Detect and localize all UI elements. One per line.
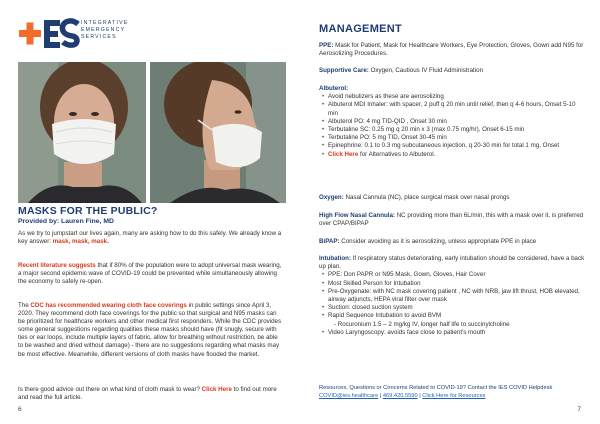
list-item: • Most Skilled Person for Intubation [319, 280, 585, 288]
section-text: Mask for Patient, Mask for Healthcare Workers, Eye Protection, Gloves, Gown add N95 for Aerosolizing Procedures. [319, 42, 584, 58]
literature-paragraph [18, 262, 283, 286]
list-item: • Pre-Oxygenate: with NC mask covering patient , NC with NRB, jaw lift thrust, HOB elevated, airway adjuncts, HEPA viral filter over mask [319, 288, 585, 304]
list-item: • Terbutaline SC: 0.25 mg q 20 min x 3 (max 0.75 mg/hr), Onset 6-15 min [319, 126, 585, 134]
section-label: Albuterol: [319, 85, 349, 92]
section-text: Oxygen, Cautious IV Fluid Administration [368, 67, 484, 74]
mask-photo-side-image [150, 62, 286, 203]
resources-link[interactable]: Click Here for Resources [422, 392, 486, 399]
footer-separator: | [378, 392, 383, 399]
hfnc-section [319, 212, 585, 228]
section-label: Intubation: [319, 255, 351, 262]
footer-contacts [319, 393, 589, 401]
footer-text: Resources, Questions or Concerns Related to COVID-19? Contact the IES COVID Helpdesk [319, 385, 553, 391]
list-item: • Terbutaline PO: 5 mg TID, Onset 30-45 min [319, 134, 585, 142]
footer-separator: | [417, 392, 423, 399]
section-label: Oxygen: [319, 194, 344, 201]
albuterol-alternatives-link[interactable]: Click Here [328, 150, 359, 158]
section-text: Consider avoiding as it is aerosolizing, unless appropriate PPE in place [339, 238, 537, 245]
ppe-section [319, 42, 585, 58]
logo-text-line: INTEGRATIVE [81, 20, 129, 26]
list-item: • Rapid Sequence Intubation to avoid BVM [319, 312, 585, 320]
helpdesk-phone-link[interactable]: 469.420.5590 [382, 392, 418, 399]
section-text: If respiratory status deteriorating, early intubation should be considered, have a back up plan. [319, 255, 585, 271]
mask-photo-side [150, 62, 286, 203]
section-text: NC providing more than 6L/min, this with a mask over it, is preferred over CPAP/BIPAP [319, 212, 584, 228]
paragraph-text: As we try to jumpstart our lives again, many are asking how to do this safely. We already know a key answer: [18, 230, 282, 246]
list-item: • Avoid nebulizers as these are aerosolizing [319, 93, 585, 101]
section-label: High Flow Nasal Cannula: [319, 212, 395, 219]
paragraph-text: The [18, 302, 31, 309]
logo-text-line: SERVICES [81, 34, 117, 40]
literature-link[interactable]: Recent literature suggests [18, 262, 96, 269]
intro-paragraph [18, 230, 283, 246]
paragraph-text: to find out more and read the full article. [18, 386, 277, 402]
management-title: MANAGEMENT [319, 23, 403, 35]
cdc-paragraph [18, 302, 283, 359]
click-here-link[interactable]: Click Here [201, 386, 232, 393]
list-item: • Suction: closed suction system [319, 304, 585, 312]
paragraph-text: that if 80% of the population were to adopt universal mask wearing, a major second epidemic wave of COVID-19 could be prevented while simultaneously allowing the economy to safely re-open. [18, 262, 282, 286]
mask-photo-front [18, 62, 146, 203]
supportive-care-section [319, 67, 585, 75]
list-item-text: for Alternatives to Albuterol. [358, 150, 436, 158]
helpdesk-email-link[interactable]: COVID@ies.healthcare [319, 392, 379, 399]
logo-text-line: EMERGENCY [81, 27, 126, 33]
section-label: Supportive Care: [319, 67, 369, 74]
closing-paragraph [18, 386, 283, 402]
list-item: • Albuterol MDI Inhaler: with spacer, 2 puff q 20 min until relief, then q 4-6 hours, Onset 5-10 min [319, 101, 585, 117]
mask-photo-front-image [18, 62, 146, 203]
highlight-text: mask, mask, mask. [52, 238, 109, 246]
cdc-link[interactable]: CDC has recommended wearing cloth face coverings [30, 302, 187, 309]
oxygen-section [319, 194, 585, 202]
list-subitem: - Rocuronium 1.5 – 2 mg/kg IV, longer half life to succinylcholine [334, 320, 510, 328]
section-text: Nasal Cannula (NC), place surgical mask over nasal prongs [343, 194, 510, 201]
section-label: BiPAP: [319, 238, 340, 245]
list-item: • PPE: Don PAPR or N95 Mask, Gown, Gloves, Hair Cover [319, 271, 585, 279]
byline: Provided by: Lauren Fine, MD [18, 218, 114, 225]
logo-wordmark [81, 20, 128, 41]
list-item: • Epinephrine: 0.1 to 0.3 mg subcutaneous injection, q 20-30 min for total 1 mg, Onset [319, 142, 585, 150]
albuterol-section [319, 85, 585, 159]
albuterol-list [319, 93, 585, 159]
intubation-section [319, 255, 585, 337]
bipap-section [319, 238, 585, 246]
section-label: PPE: [319, 42, 334, 49]
list-item [319, 151, 585, 159]
paragraph-text: in public settings since April 3, 2020. They recommend cloth face coverings for the public so that surgical and N95 masks can be prioritized for healthcare workers and other medical first responders. While the CDC provides some general suggestions regarding qualities these masks should have (fit snugly, secure with ties or ear loops, include multiple layers of fabric, allow for breathing without restriction, be able to be washed and dried without damage) - there are no suggestions regarding what masks may be most effective. Meanwhile, different versions of cloth masks have flooded the market. [18, 302, 282, 358]
intubation-list [319, 271, 585, 337]
page-title: MASKS FOR THE PUBLIC? [18, 205, 158, 217]
resources-footer [319, 385, 589, 400]
page-number: 7 [577, 406, 581, 413]
list-item: • Video Laryngoscopy: avoids face close to patient's mouth [319, 329, 585, 337]
page-number: 6 [18, 406, 22, 413]
list-item: • Albuterol PO: 4 mg TID-QID , Onset 30 min [319, 118, 585, 126]
paragraph-text: Is there good advice out there on what kind of cloth mask to wear? [18, 386, 202, 393]
